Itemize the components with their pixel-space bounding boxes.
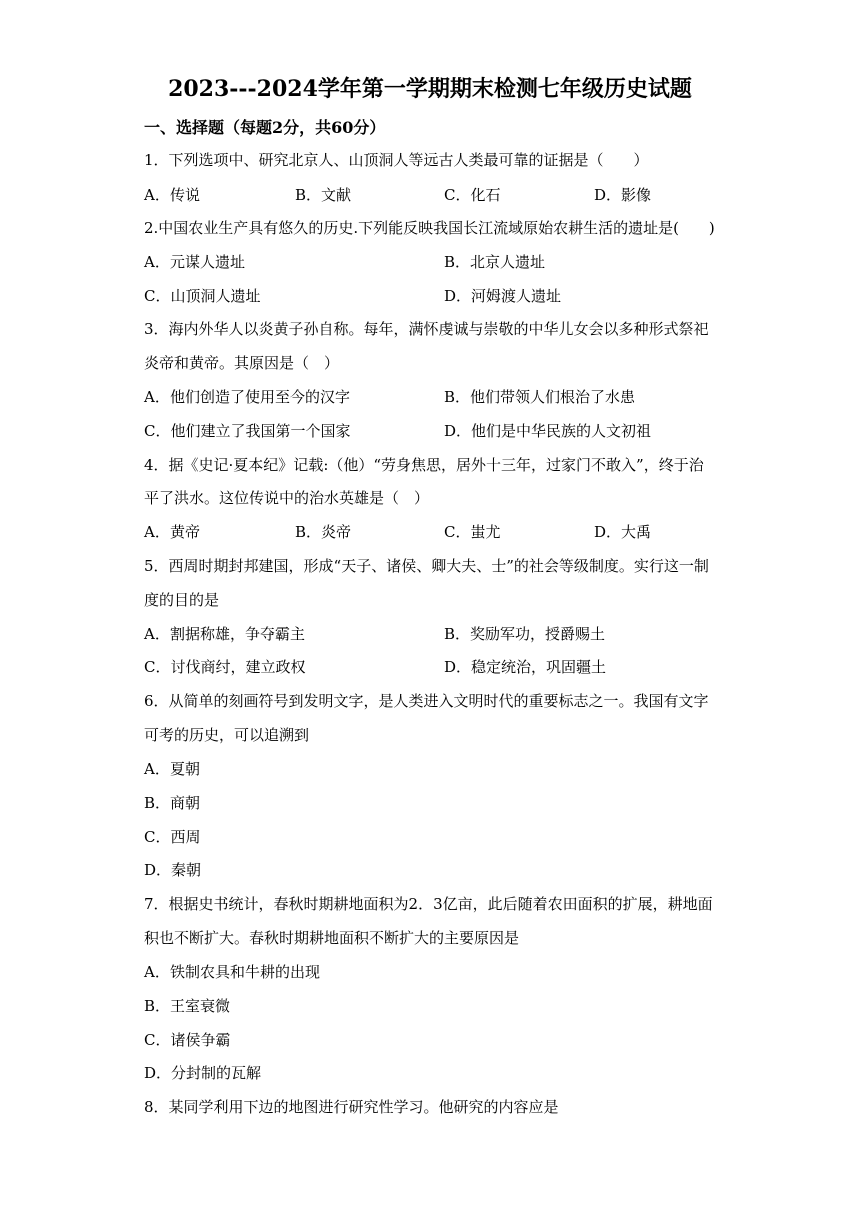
option-text: 河姆渡人遗址 [471,287,562,305]
question-8-line-1: 8．某同学利用下边的地图进行研究性学习。他研究的内容应是 [144,1098,559,1116]
question-3-option-a[interactable] [144,386,350,408]
question-4-line-1: 4．据《史记·夏本纪》记载:（他）“劳身焦思，居外十三年，过家门不敢入”，终于治 [144,456,704,474]
option-text: 影像 [621,186,652,204]
option-key: B． [144,794,171,812]
option-key: B． [144,997,171,1015]
question-4-line-2: 平了洪水。这位传说中的治水英雄是（ ） [144,489,430,507]
option-key: C． [144,287,171,305]
question-5-line-2: 度的目的是 [144,591,220,609]
question-3-line-2: 炎帝和黄帝。其原因是（ ） [144,354,340,372]
option-key: A． [144,388,170,406]
option-key: D． [144,1064,172,1082]
question-2-option-a[interactable] [144,251,245,273]
option-text: 奖励军功，授爵赐土 [470,625,606,643]
option-key: A． [144,760,170,778]
option-key: C． [444,186,471,204]
question-7-option-c[interactable] [144,1029,231,1051]
exam-title: 2023---2024学年第一学期期末检测七年级历史试题 [168,76,692,102]
option-text: 黄帝 [170,523,201,541]
option-text: 北京人遗址 [470,253,546,271]
option-text: 分封制的瓦解 [171,1064,262,1082]
question-3-option-b[interactable] [444,386,635,408]
question-2-option-b[interactable] [444,251,545,273]
question-4-option-d[interactable] [594,521,651,543]
question-4-option-c[interactable] [444,521,501,543]
option-key: D． [594,523,622,541]
question-5-option-a[interactable] [144,623,305,645]
question-4-option-a[interactable] [144,521,200,543]
option-text: 文献 [321,186,352,204]
option-text: 他们创造了使用至今的汉字 [170,388,351,406]
question-3-line-1: 3．海内外华人以炎黄子孙自称。每年，满怀虔诚与崇敬的中华儿女会以多种形式祭祀 [144,320,709,338]
option-text: 传说 [170,186,201,204]
question-6-option-c[interactable] [144,826,201,848]
option-text: 夏朝 [170,760,201,778]
question-2-line-1: 2.中国农业生产具有悠久的历史.下列能反映我国长江流域原始农耕生活的遗址是( ) [144,219,715,237]
option-text: 讨伐商纣，建立政权 [170,658,306,676]
option-key: B． [295,523,322,541]
question-7-line-1: 7．根据史书统计，春秋时期耕地面积为2．3亿亩，此后随着农田面积的扩展，耕地面 [144,895,713,913]
option-key: C． [144,1031,171,1049]
option-key: B． [444,388,471,406]
option-key: C． [144,828,171,846]
question-5-option-d[interactable] [444,656,606,678]
option-text: 王室衰微 [170,997,231,1015]
option-text: 西周 [170,828,201,846]
option-text: 他们带领人们根治了水患 [470,388,636,406]
question-4-option-b[interactable] [295,521,351,543]
option-text: 稳定统治，巩固疆土 [471,658,607,676]
question-5-line-1: 5．西周时期封邦建国，形成“天子、诸侯、卿大夫、士”的社会等级制度。实行这一制 [144,557,709,575]
option-key: D． [444,422,472,440]
option-key: B． [444,253,471,271]
option-key: B． [295,186,322,204]
question-7-option-a[interactable] [144,961,320,983]
option-text: 诸侯争霸 [170,1031,231,1049]
question-3-option-c[interactable] [144,420,351,442]
option-key: C． [444,523,471,541]
option-text: 山顶洞人遗址 [170,287,261,305]
option-text: 割据称雄，争夺霸主 [170,625,306,643]
option-key: A． [144,253,170,271]
question-1-option-b[interactable] [295,184,351,206]
question-6-line-1: 6．从简单的刻画符号到发明文字，是人类进入文明时代的重要标志之一。我国有文字 [144,692,709,710]
option-text: 铁制农具和牛耕的出现 [170,963,321,981]
section-heading: 一、选择题（每题2分，共60分） [144,118,386,137]
option-key: A． [144,625,170,643]
question-2-option-d[interactable] [444,285,561,307]
question-6-option-d[interactable] [144,859,201,881]
question-7-line-2: 积也不断扩大。春秋时期耕地面积不断扩大的主要原因是 [144,929,520,947]
option-key: C． [144,422,171,440]
question-6-option-b[interactable] [144,792,200,814]
option-text: 蚩尤 [470,523,501,541]
option-text: 他们建立了我国第一个国家 [170,422,351,440]
option-text: 秦朝 [171,861,202,879]
option-text: 元谋人遗址 [170,253,246,271]
option-key: D． [444,287,472,305]
question-2-option-c[interactable] [144,285,261,307]
question-6-line-2: 可考的历史，可以追溯到 [144,726,310,744]
option-key: D． [594,186,622,204]
question-5-option-b[interactable] [444,623,605,645]
option-key: A． [144,186,170,204]
option-key: A． [144,963,170,981]
question-7-option-b[interactable] [144,995,230,1017]
option-key: D． [144,861,172,879]
option-key: C． [144,658,171,676]
option-key: A． [144,523,170,541]
question-3-option-d[interactable] [444,420,651,442]
question-1-line-1: 1．下列选项中、研究北京人、山顶洞人等远古人类最可靠的证据是（ ） [144,151,649,169]
question-1-option-c[interactable] [444,184,501,206]
option-text: 化石 [470,186,501,204]
question-7-option-d[interactable] [144,1062,261,1084]
question-1-option-d[interactable] [594,184,651,206]
question-1-option-a[interactable] [144,184,200,206]
question-5-option-c[interactable] [144,656,306,678]
option-text: 他们是中华民族的人文初祖 [471,422,652,440]
option-text: 商朝 [170,794,201,812]
option-text: 炎帝 [321,523,352,541]
question-6-option-a[interactable] [144,758,200,780]
option-key: D． [444,658,472,676]
option-text: 大禹 [621,523,652,541]
option-key: B． [444,625,471,643]
